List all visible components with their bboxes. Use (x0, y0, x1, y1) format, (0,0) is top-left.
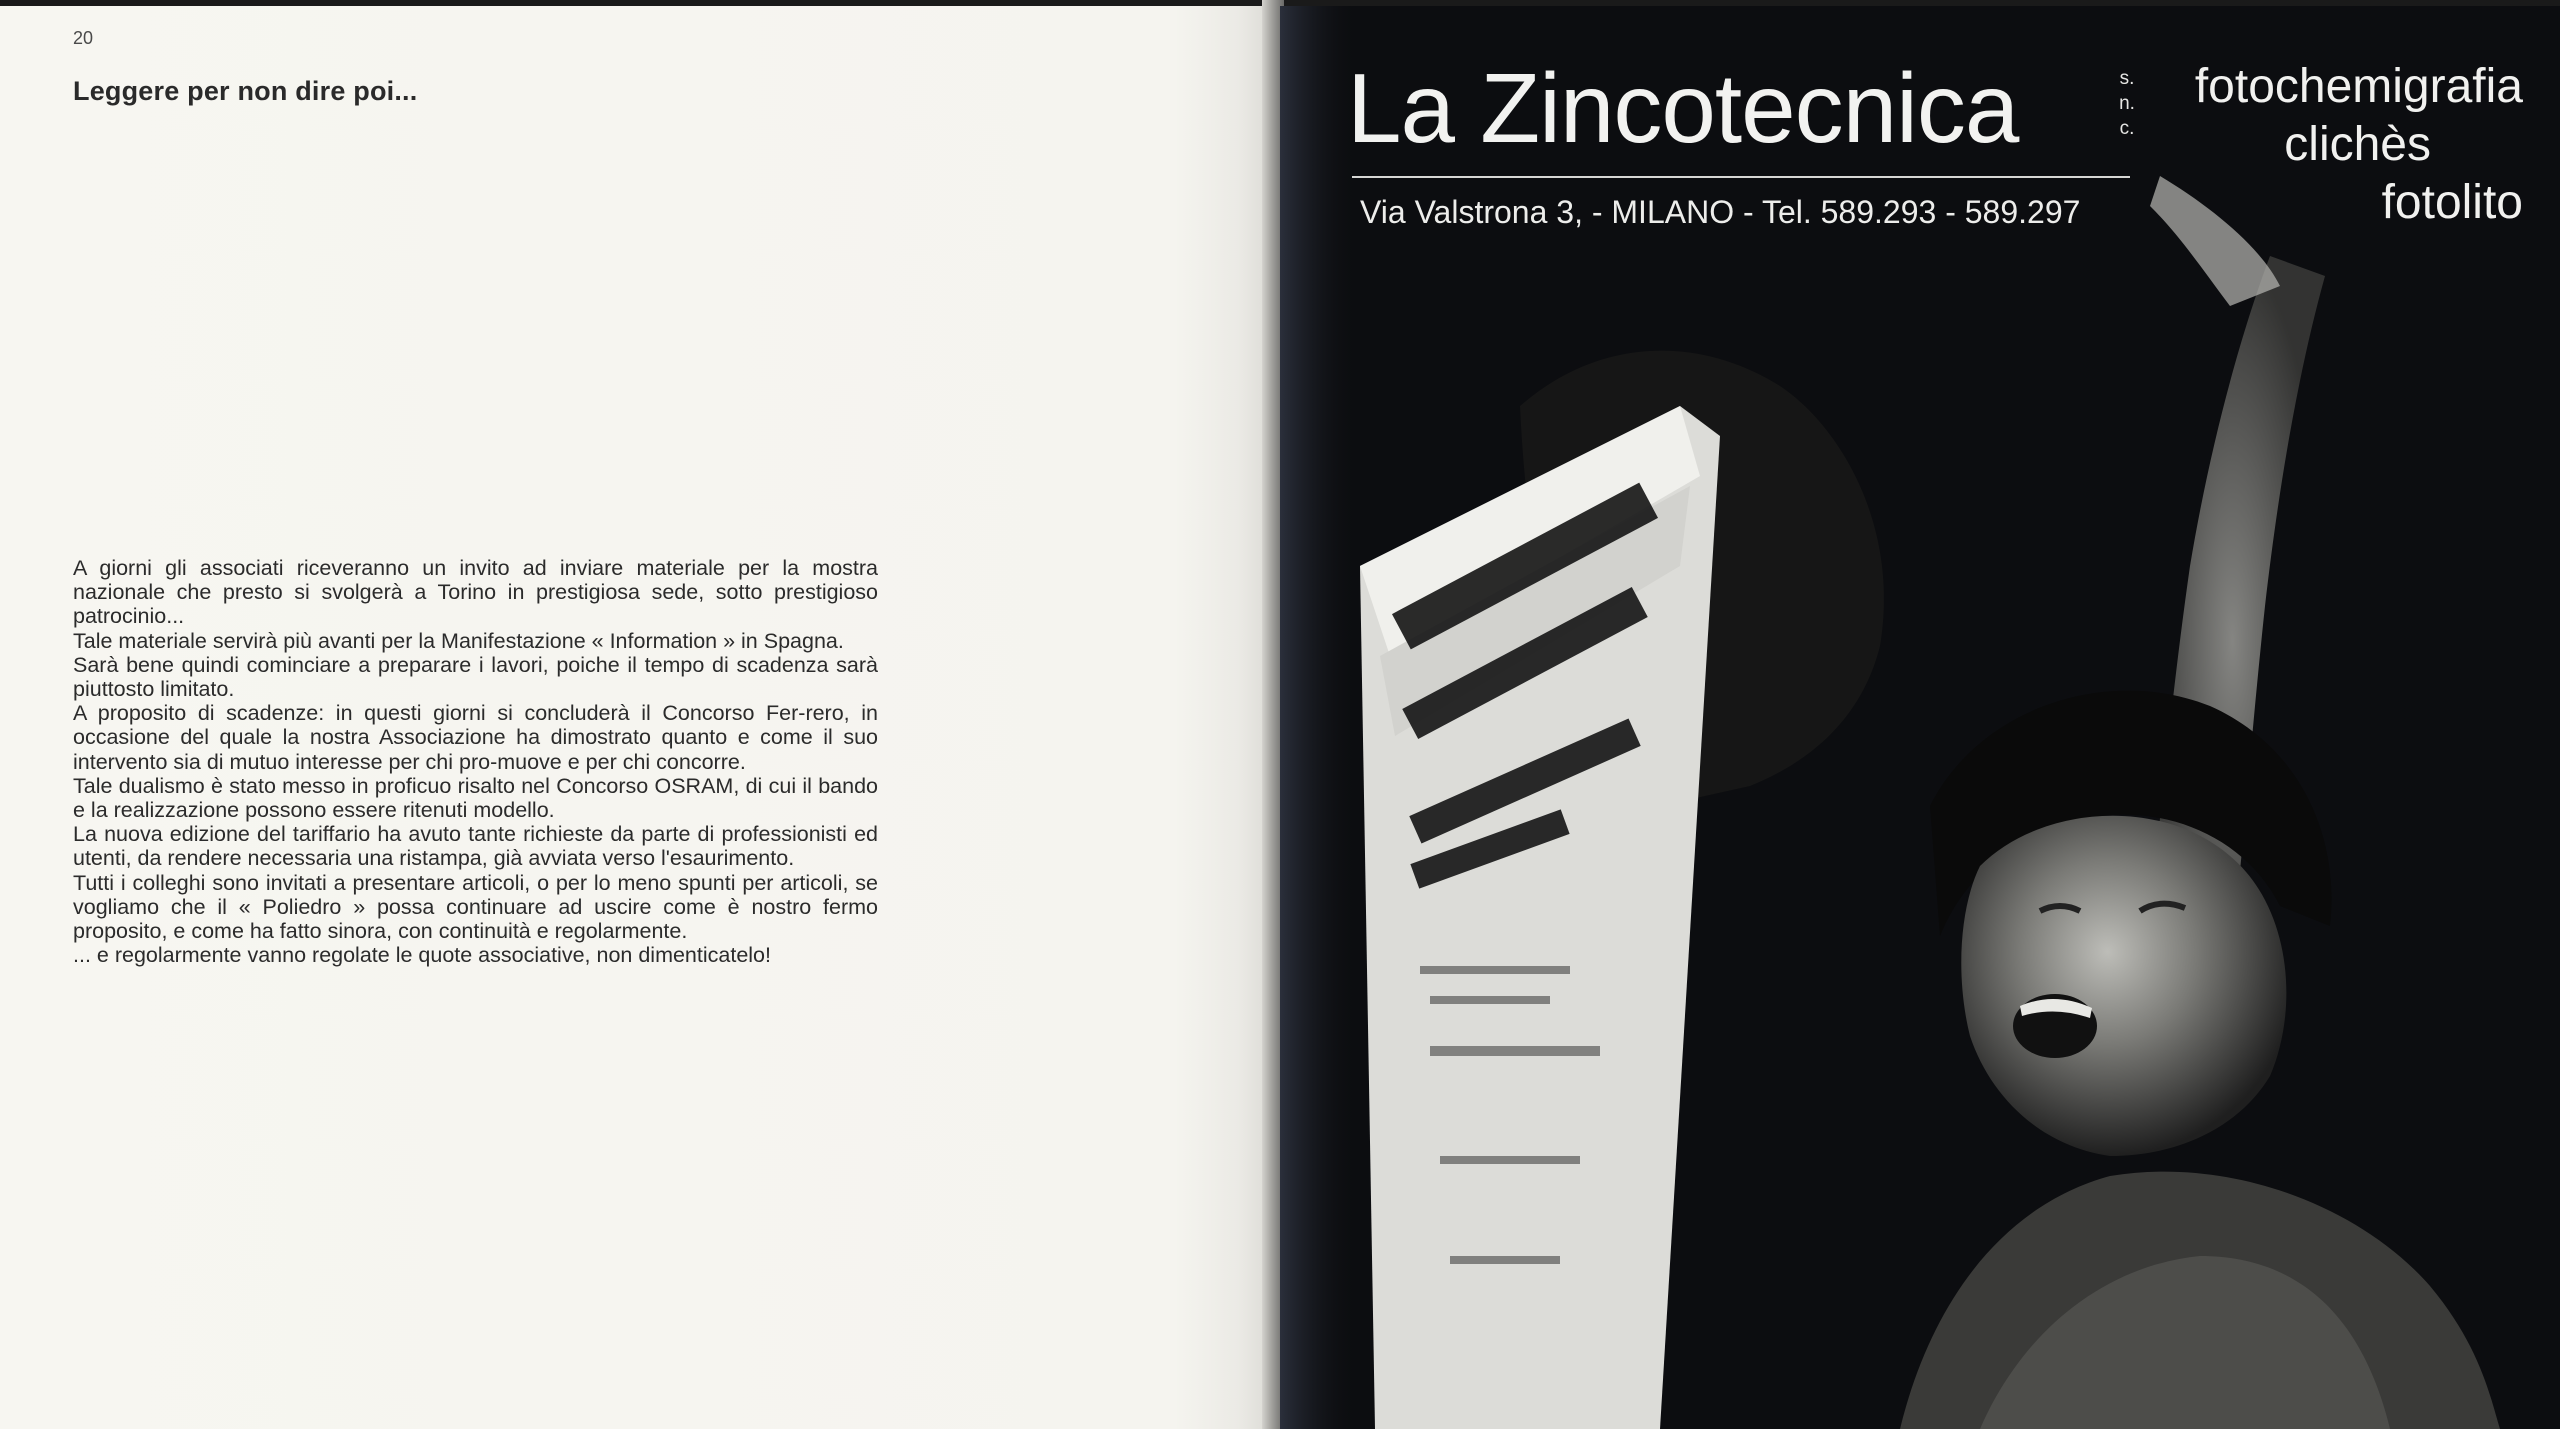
paragraph: Sarà bene quindi cominciare a preparare i lavori, poiche il tempo di scadenza sarà piuttosto limitato. (73, 652, 878, 702)
service-item: clichès (2284, 118, 2431, 171)
service-item: fotochemigrafia (2194, 60, 2523, 113)
paragraph: La nuova edizione del tariffario ha avuto tante richieste da parte di professionisti ed utenti, da rendere necessaria una ristampa, già avviata verso l'esaurimento. (73, 822, 878, 871)
paragraph: Tale dualismo è stato messo in proficuo risalto nel Concorso OSRAM, di cui il bando e la realizzazione possono essere ritenuti modello. (73, 773, 878, 823)
service-item: fotolito (2381, 176, 2523, 229)
left-page (0, 6, 1277, 1429)
company-address: Via Valstrona 3, - MILANO - Tel. 589.293 - 589.297 (1360, 194, 2081, 230)
article-title: Leggere per non dire poi... (73, 76, 418, 106)
article-body (73, 556, 878, 967)
page-number: 20 (73, 28, 94, 48)
paragraph: Tutti i colleghi sono invitati a presentare articoli, o per lo meno spunti per articoli, se vogliamo che il « Poliedro » possa continuare ad uscire come è nostro fermo proposito, e come ha fatto sinora, con continuità e regolarmente. (73, 870, 878, 944)
legal-form (2114, 66, 2140, 141)
paragraph: ... e regolarmente vanno regolate le quote associative, non dimenticatelo! (73, 943, 771, 968)
paragraph: Tale materiale servirà più avanti per la Manifestazione « Information » in Spagna. (73, 628, 844, 653)
legal-form-letter: n. (2119, 93, 2135, 114)
legal-form-letter: c. (2119, 118, 2135, 139)
services-list (2195, 58, 2523, 232)
divider-line (1352, 176, 2130, 178)
paragraph: A proposito di scadenze: in questi giorni si concluderà il Concorso Fer-rero, in occasione del quale la nostra Associazione ha dimostrato quanto e come il suo intervento sia di mutuo interesse per chi pro-muove e per chi concorre. (73, 701, 878, 774)
paragraph: A giorni gli associati riceveranno un invito ad inviare materiale per la mostra nazionale che presto si svolgerà a Torino in prestigiosa sede, sotto prestigioso patrocinio... (73, 556, 878, 629)
legal-form-letter: s. (2119, 68, 2135, 89)
company-name: La Zincotecnica (1347, 53, 2019, 163)
